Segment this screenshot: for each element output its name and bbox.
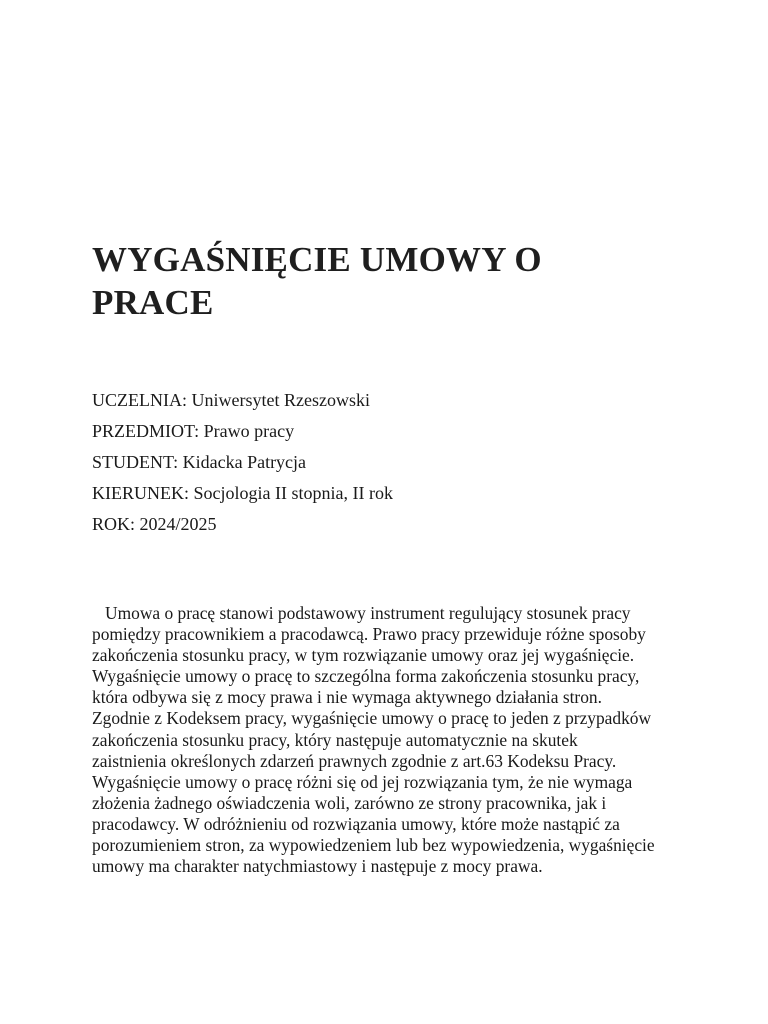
meta-subject: PRZEDMIOT: Prawo pracy	[92, 421, 295, 441]
paragraph-line: Wygaśnięcie umowy o pracę różni się od jej rozwiązania tym, że nie wymaga	[92, 771, 633, 792]
paragraph-line: zakończenia stosunku pracy, który następuje automatycznie na skutek	[92, 729, 578, 750]
document-title	[92, 238, 692, 324]
title-line-1: WYGAŚNIĘCIE UMOWY O	[92, 240, 542, 279]
paragraph-line: Wygaśnięcie umowy o pracę to szczególna forma zakończenia stosunku pracy,	[92, 666, 640, 687]
meta-university: UCZELNIA: Uniwersytet Rzeszowski	[92, 390, 370, 410]
meta-field-of-study: KIERUNEK: Socjologia II stopnia, II rok	[92, 483, 393, 503]
paragraph-line: Umowa o pracę stanowi podstawowy instrument regulujący stosunek pracy	[92, 603, 631, 623]
paragraph-line: zakończenia stosunku pracy, w tym rozwiązanie umowy oraz jej wygaśnięcie.	[92, 645, 635, 666]
meta-student: STUDENT: Kidacka Patrycja	[92, 452, 307, 472]
document-metadata	[92, 385, 692, 540]
paragraph-line: pomiędzy pracownikiem a pracodawcą. Prawo pracy przewiduje różne sposoby	[92, 624, 646, 645]
paragraph-line: złożenia żadnego oświadczenia woli, zarówno ze strony pracownika, jak i	[92, 792, 607, 813]
paragraph-line: która odbywa się z mocy prawa i nie wymaga aktywnego działania stron.	[92, 687, 602, 708]
paragraph-line: zaistnienia określonych zdarzeń prawnych zgodnie z art.63 Kodeksu Pracy.	[92, 750, 617, 771]
paragraph-line: Zgodnie z Kodeksem pracy, wygaśnięcie umowy o pracę to jeden z przypadków	[92, 708, 652, 729]
title-line-2: PRACE	[92, 283, 214, 322]
body-paragraph	[92, 603, 682, 877]
meta-year: ROK: 2024/2025	[92, 514, 217, 534]
paragraph-line: porozumieniem stron, za wypowiedzeniem lub bez wypowiedzenia, wygaśnięcie	[92, 835, 655, 856]
paragraph-line: umowy ma charakter natychmiastowy i następuje z mocy prawa.	[92, 856, 543, 877]
paragraph-line: pracodawcy. W odróżnieniu od rozwiązania umowy, które może nastąpić za	[92, 813, 620, 834]
